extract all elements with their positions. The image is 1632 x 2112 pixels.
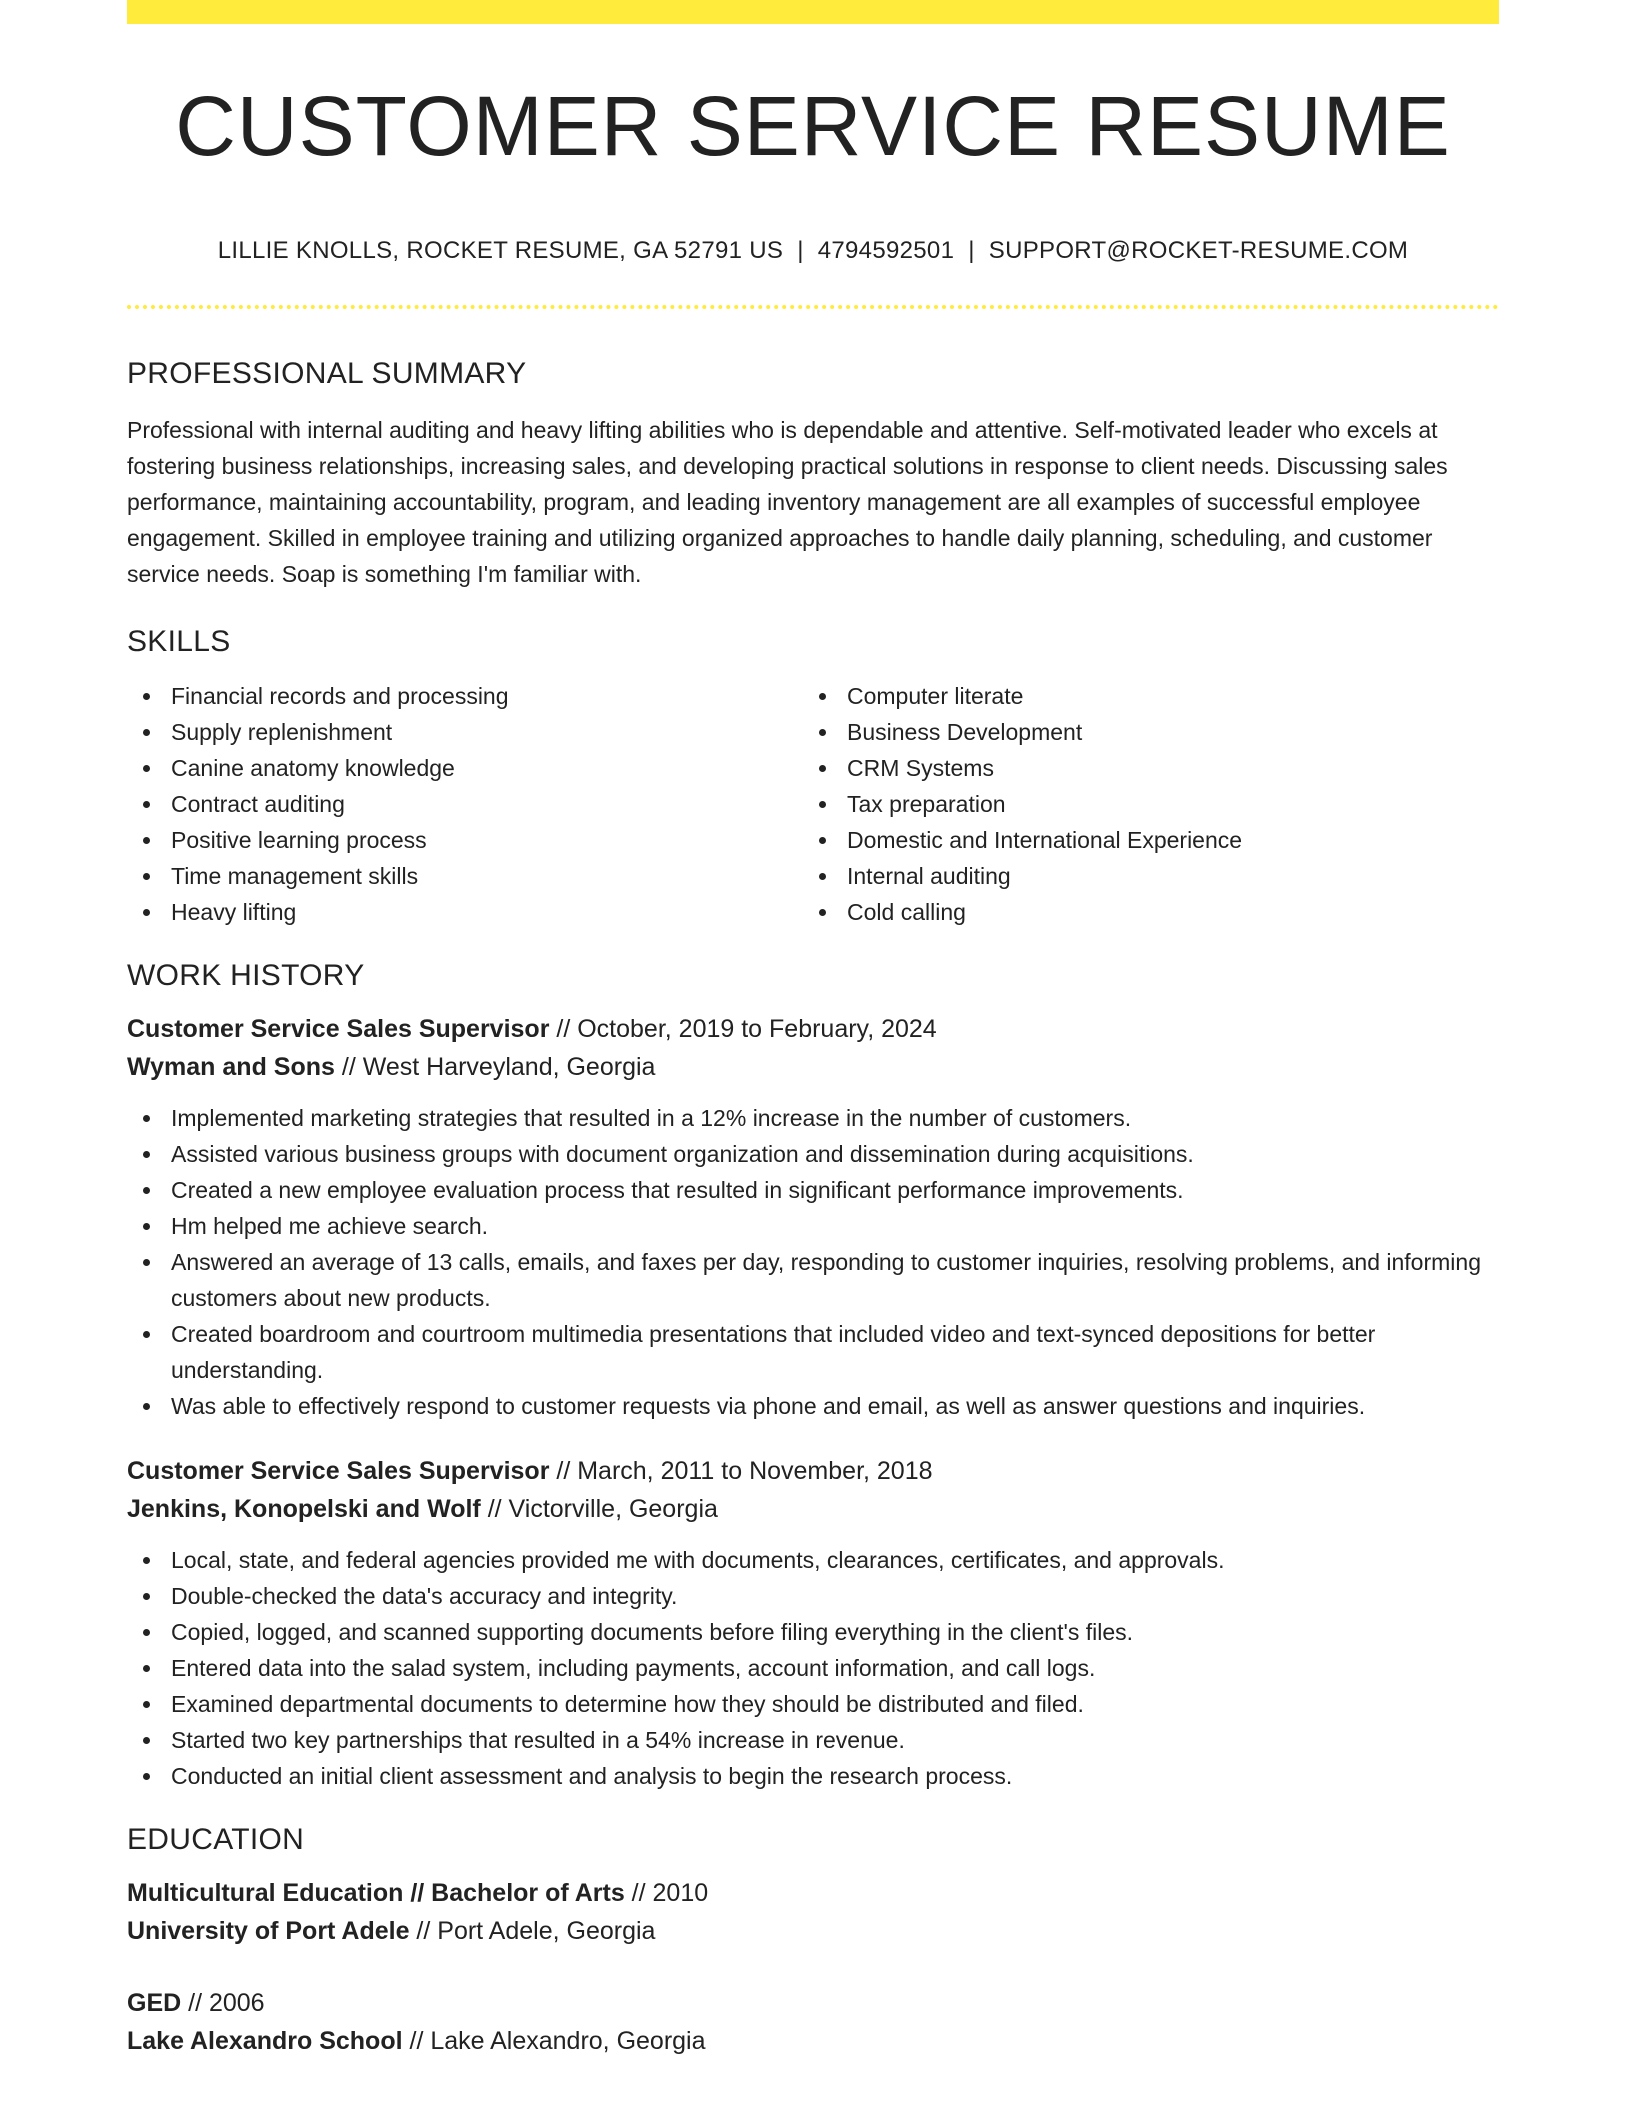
- job-bullet: Conducted an initial client assessment and analysis to begin the research process.: [127, 1758, 1499, 1794]
- job-bullet: Created a new employee evaluation process that resulted in significant performance improvements.: [127, 1172, 1499, 1208]
- education-degree-line: [127, 1874, 1499, 1912]
- education-school-line: [127, 2022, 1499, 2060]
- job-entry: [127, 1010, 1499, 1424]
- accent-top-bar: [127, 0, 1499, 24]
- job-title: Customer Service Sales Supervisor: [127, 1015, 550, 1043]
- job-title-line: [127, 1010, 1499, 1048]
- skills-section: [127, 620, 1499, 930]
- job-bullet: Local, state, and federal agencies provided me with documents, clearances, certificates, and approvals.: [127, 1542, 1499, 1578]
- skill-item: Business Development: [803, 714, 1479, 750]
- job-title-line: [127, 1452, 1499, 1490]
- job-bullet: Was able to effectively respond to customer requests via phone and email, as well as answer questions and inquiries.: [127, 1388, 1499, 1424]
- job-bullet: Implemented marketing strategies that resulted in a 12% increase in the number of customers.: [127, 1100, 1499, 1136]
- skill-item: Internal auditing: [803, 858, 1479, 894]
- work-history-heading: WORK HISTORY: [127, 959, 365, 992]
- education-degree: GED: [127, 1989, 182, 2017]
- job-title: Customer Service Sales Supervisor: [127, 1457, 550, 1485]
- job-company: Jenkins, Konopelski and Wolf: [127, 1495, 481, 1523]
- education-entry: [127, 1874, 1499, 1950]
- job-bullet: Double-checked the data's accuracy and integrity.: [127, 1578, 1499, 1614]
- education-school: University of Port Adele: [127, 1917, 410, 1945]
- job-company-line: [127, 1490, 1499, 1528]
- education-heading: EDUCATION: [127, 1823, 305, 1856]
- skill-item: Time management skills: [127, 858, 803, 894]
- contact-separator: |: [797, 237, 804, 264]
- job-bullet: Hm helped me achieve search.: [127, 1208, 1499, 1244]
- job-bullet: Assisted various business groups with document organization and dissemination during acquisitions.: [127, 1136, 1499, 1172]
- skills-right-list: [803, 678, 1479, 930]
- education-location: // Port Adele, Georgia: [409, 1917, 656, 1945]
- skill-item: Heavy lifting: [127, 894, 803, 930]
- education-school-line: [127, 1912, 1499, 1950]
- job-company-line: [127, 1048, 1499, 1086]
- job-bullet: Answered an average of 13 calls, emails, and faxes per day, responding to customer inquiries, resolving problems, and informing customers about new products.: [127, 1244, 1499, 1316]
- job-location: // West Harveyland, Georgia: [334, 1053, 656, 1081]
- skills-heading: SKILLS: [127, 625, 231, 658]
- skills-columns: [127, 678, 1499, 930]
- dotted-divider: [127, 305, 1499, 309]
- resume-title: CUSTOMER SERVICE RESUME: [175, 79, 1451, 173]
- skill-item: CRM Systems: [803, 750, 1479, 786]
- job-bullet: Started two key partnerships that resulted in a 54% increase in revenue.: [127, 1722, 1499, 1758]
- skill-item: Domestic and International Experience: [803, 822, 1479, 858]
- skill-item: Canine anatomy knowledge: [127, 750, 803, 786]
- skill-item: Computer literate: [803, 678, 1479, 714]
- contact-separator: |: [968, 237, 975, 264]
- summary-heading: PROFESSIONAL SUMMARY: [127, 357, 527, 390]
- education-section: [127, 1818, 1499, 2060]
- job-bullet: Copied, logged, and scanned supporting documents before filing everything in the client's files.: [127, 1614, 1499, 1650]
- education-school: Lake Alexandro School: [127, 2027, 403, 2055]
- job-bullet: Examined departmental documents to determine how they should be distributed and filed.: [127, 1686, 1499, 1722]
- job-bullet-list: [127, 1100, 1499, 1424]
- contact-line: [127, 237, 1499, 265]
- skill-item: Cold calling: [803, 894, 1479, 930]
- work-history-section: [127, 954, 1499, 1794]
- summary-section: [127, 352, 1499, 592]
- job-bullet: Entered data into the salad system, including payments, account information, and call logs.: [127, 1650, 1499, 1686]
- job-bullet-list: [127, 1542, 1499, 1794]
- education-year: // 2006: [181, 1989, 265, 2017]
- education-degree: Multicultural Education // Bachelor of Arts: [127, 1879, 625, 1907]
- summary-text: Professional with internal auditing and heavy lifting abilities who is dependable and attentive. Self-motivated leader who excels at fostering business relationships, increasing sales, and developing practical solutions in response to client needs. Discussing sales performance, maintaining accountability, program, and leading inventory management are all examples of successful employee engagement. Skilled in employee training and utilizing organized approaches to handle daily planning, scheduling, and customer service needs. Soap is something I'm familiar with.: [127, 417, 1448, 587]
- job-entry: [127, 1452, 1499, 1794]
- contact-address: LILLIE KNOLLS, ROCKET RESUME, GA 52791 US: [217, 237, 784, 264]
- job-company: Wyman and Sons: [127, 1053, 335, 1081]
- job-bullet: Created boardroom and courtroom multimedia presentations that included video and text-synced depositions for better understanding.: [127, 1316, 1499, 1388]
- skill-item: Supply replenishment: [127, 714, 803, 750]
- skill-item: Positive learning process: [127, 822, 803, 858]
- education-degree-line: [127, 1984, 1499, 2022]
- job-dates: // October, 2019 to February, 2024: [549, 1015, 937, 1043]
- skill-item: Tax preparation: [803, 786, 1479, 822]
- skills-left-list: [127, 678, 803, 930]
- education-entry: [127, 1984, 1499, 2060]
- job-dates: // March, 2011 to November, 2018: [549, 1457, 933, 1485]
- contact-email: SUPPORT@ROCKET-RESUME.COM: [988, 237, 1409, 264]
- resume-content: [127, 352, 1499, 2060]
- education-year: // 2010: [624, 1879, 709, 1907]
- education-location: // Lake Alexandro, Georgia: [402, 2027, 706, 2055]
- skill-item: Contract auditing: [127, 786, 803, 822]
- contact-phone: 4794592501: [817, 237, 955, 264]
- job-location: // Victorville, Georgia: [480, 1495, 718, 1523]
- skill-item: Financial records and processing: [127, 678, 803, 714]
